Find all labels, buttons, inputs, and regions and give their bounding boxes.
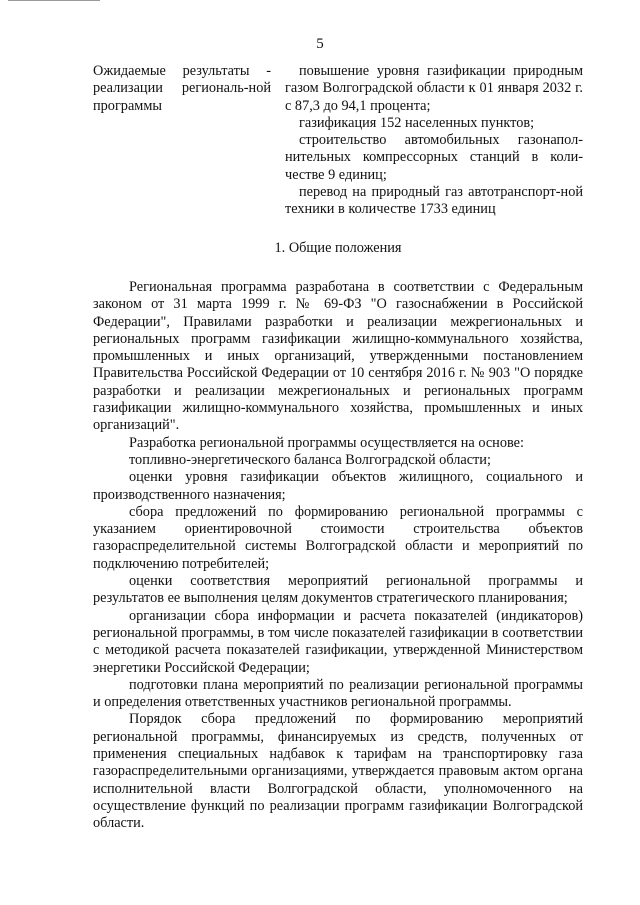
body-paragraph: Разработка региональной программы осуществляется на основе: (129, 434, 524, 451)
expected-result-item: строительство автомобильных газонапол-нительных компрессорных станций в коли-честве 9 единиц; (285, 132, 583, 183)
body-paragraph: Региональная программа разработана в соответствии с Федеральным законом от 31 марта 1999 г. № 69-ФЗ "О газоснабжении в Российской Федерации", Правилами разработки и реализации межрегиональных и региональных программ газификации жилищно-коммунального хозяйства, промышленных и иных организаций, утвержденными постановлением Правительства Российской Федерации от 10 сентября 2016 г. № 903 "О порядке разработки и реализации межрегиональных и региональных программ газификации жилищно-коммунального хозяйства, промышленных и иных организаций". (93, 278, 583, 434)
expected-results-label: Ожидаемые результаты - реализации региональ-ной программы (93, 63, 271, 114)
body-paragraph: сбора предложений по формированию региональной программы с указанием ориентировочной стоимости строительства объектов газораспределительной системы Волгоградской области и мероприятий по подключению потребителей; (93, 503, 583, 572)
body-paragraph: оценки уровня газификации объектов жилищного, социального и производственного назначения; (93, 469, 583, 503)
document-body (93, 63, 583, 832)
page-number: 5 (316, 36, 324, 52)
expected-result-item: газификация 152 населенных пунктов; (299, 114, 535, 131)
body-paragraph: оценки соответствия мероприятий региональной программы и результатов ее выполнения целям документов стратегического планирования; (93, 573, 583, 607)
expected-result-item: повышение уровня газификации природным газом Волгоградской области к 01 января 2032 г. с 87,3 до 94,1 процента; (285, 63, 583, 114)
body-paragraph: топливно-энергетического баланса Волгоградской области; (129, 451, 491, 468)
expected-results-list (285, 63, 583, 219)
body-paragraph: Порядок сбора предложений по формированию мероприятий региональной программы, финансируемых из средств, полученных от применения специальных надбавок к тарифам на транспортировку газа газораспределительными организациями, утверждается правовым актом органа исполнительной власти Волгоградской области, уполномоченного на осуществление функций по реализации программ газификации Волгоградской области. (93, 711, 583, 832)
expected-result-item: перевод на природный газ автотранспорт-ной техники в количестве 1733 единиц (285, 184, 583, 218)
body-paragraph: организации сбора информации и расчета показателей (индикаторов) региональной программы, в том числе показателей газификации в соответствии с методикой расчета показателей газификации, утвержденной Министерством энергетики Российской Федерации; (93, 607, 583, 676)
body-paragraph: подготовки плана мероприятий по реализации региональной программы и определения ответственных участников региональной программы. (93, 676, 583, 711)
section-heading: 1. Общие положения (274, 239, 402, 256)
expected-results-block (93, 63, 583, 219)
scan-edge-line (8, 0, 100, 1)
